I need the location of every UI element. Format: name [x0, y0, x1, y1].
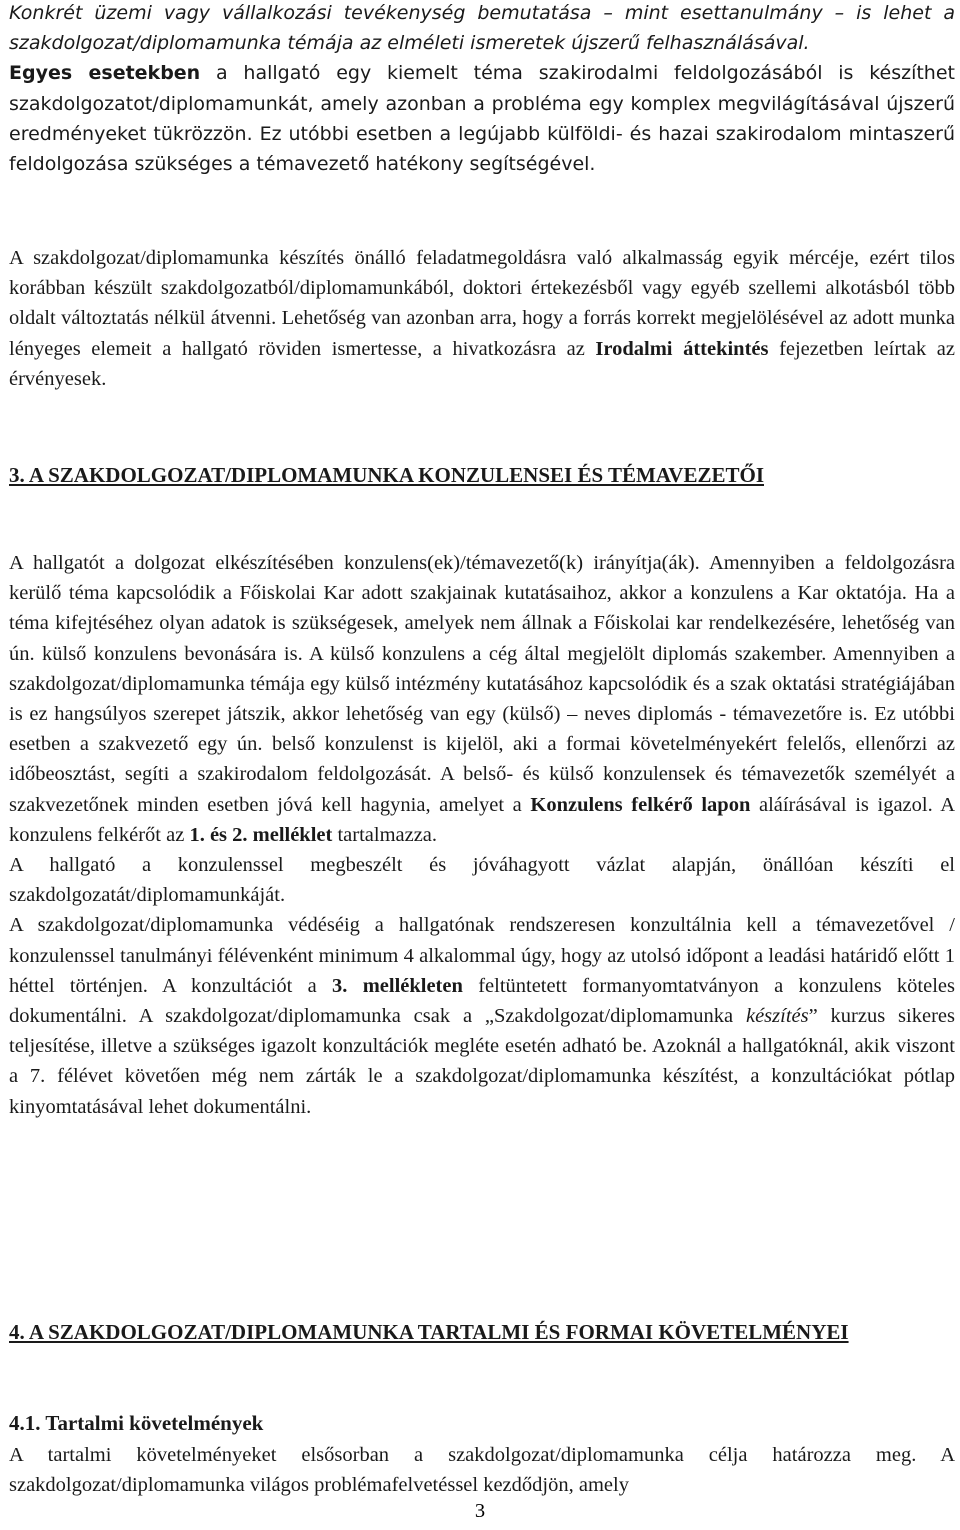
konzulens-felkero-lap-bold: Konzulens felkérő lapon — [530, 793, 751, 816]
section-4-1-paragraph-1: A tartalmi követelményeket elsősorban a szakdolgozat/diplomamunka célja határozza meg. A szakdolgozat/diplomamunka világos problémafelvetéssel kezdődjön, amely — [9, 1444, 955, 1497]
intro-paragraph-3-text-b: fejezetben leírtak az érvényesek. — [9, 337, 955, 390]
section-3-paragraph-3-text-b: feltüntetett formanyomtatványon a konzulens köteles dokumentálni. A szakdolgozat/diplomamunka csak a „Szakdolgozat/diplomamunka — [9, 974, 955, 1028]
intro-paragraph-3 — [9, 243, 955, 394]
melleklet-3-bold: 3. mellékleten — [332, 974, 463, 997]
section-3-paragraph-1-text-b: aláírásával is igazol. A konzulens felkérőt az — [9, 793, 955, 846]
section-3-heading: 3. A SZAKDOLGOZAT/DIPLOMAMUNKA KONZULENSEI ÉS TÉMAVEZETŐI — [9, 463, 764, 487]
intro-text — [9, 0, 955, 179]
intro-paragraph-2 — [9, 58, 955, 179]
section-4-1-body — [9, 1440, 955, 1500]
section-3-paragraph-3-text-c: ” kurzus sikeres teljesítése, illetve a szükséges igazolt konzultációk megléte esetén adható be. Azoknál a hallgatóknál, akik viszont a 7. félévet követően még nem zárták le a szakdolgozat/diplomamunka készítést, a konzultációkat pótlap kinyomtatásával lehet dokumentálni. — [9, 1005, 955, 1118]
section-3-paragraph-2: A hallgató a konzulenssel megbeszélt és jóváhagyott vázlat alapján, önállóan készíti el szakdolgozatát/diplomamunkáját. — [9, 854, 955, 907]
section-3-paragraph-3 — [9, 910, 955, 1121]
intro-paragraph-3-bold: Irodalmi áttekintés — [595, 337, 769, 360]
section-3-paragraph-1-text-a: A hallgatót a dolgozat elkészítésében konzulens(ek)/témavezető(k) irányítja(ák). Amennyiben a feldolgozásra kerülő téma kapcsolódik a Főiskolai Kar adott szakjainak kutatásaihoz, akkor a konzulens a Kar oktatója. Ha a téma kifejtéséhez olyan adatok is szükségesek, amelyek nem állnak a Főiskolai kar rendelkezésére, lehetőség van ún. külső konzulens bevonására is. A külső konzulens a cég által megjelölt diplomás szakember. Amennyiben a szakdolgozat/diplomamunka témája egy külső intézmény kutatásához kapcsolódik és a szak oktatási stratégiájában is ez hangsúlyos szerepet játszik, akkor lehetőség van egy (külső) – neves diplomás - témavezetőre is. Ez utóbbi esetben a szakvezető egy ún. belső konzulenst is kijelöl, aki a formai követelményekért felelős, ellenőrzi az időbeosztást, segíti a szakirodalom feldolgozását. A belső- és külső konzulensek és témavezetők személyét a szakvezetőnek minden esetben jóvá kell hagynia, amelyet a — [9, 552, 955, 816]
section-4-1-heading: 4.1. Tartalmi követelmények — [9, 1411, 264, 1435]
intro-paragraph-2-bold: Egyes esetekben — [9, 62, 201, 85]
melleklet-bold: 1. és 2. melléklet — [189, 823, 333, 846]
section-3-body — [9, 548, 955, 1122]
intro-serif-text — [9, 243, 955, 394]
section-4-heading: 4. A SZAKDOLGOZAT/DIPLOMAMUNKA TARTALMI ÉS FORMAI KÖVETELMÉNYEI — [9, 1320, 849, 1344]
page-number: 3 — [474, 1500, 486, 1522]
section-3-paragraph-3-text-a: A szakdolgozat/diplomamunka védéséig a hallgatónak rendszeresen konzultálnia kell a témavezetővel / konzulenssel tanulmányi félévenként minimum 4 alkalommal úgy, hogy az utolsó időpont a leadási határidő előtt 1 héttel történjen. A konzultációt a — [9, 914, 955, 997]
intro-paragraph-2-text: a hallgató egy kiemelt téma szakirodalmi feldolgozásából is készíthet szakdolgozatot/diplomamunkát, amely azonban a probléma egy komplex megvilágításával újszerű eredményeket tükrözzön. Ez utóbbi esetben a legújabb külföldi- és hazai szakirodalom mintaszerű feldolgozása szükséges a témavezető hatékony segítségével. — [9, 62, 955, 176]
section-3-paragraph-1 — [9, 548, 955, 850]
intro-paragraph-3-text-a: A szakdolgozat/diplomamunka készítés önálló feladatmegoldásra való alkalmasság egyik mércéje, ezért tilos korábban készült szakdolgozatból/diplomamunkából, doktori értekezésből vagy egyéb szellemi alkotásból több oldalt változtatás nélkül átvenni. Lehetőség van azonban arra, hogy a forrás korrekt megjelölésével az adott munka lényeges elemeit a hallgató röviden ismertesse, a hivatkozásra az — [9, 247, 955, 360]
intro-paragraph-1: Konkrét üzemi vagy vállalkozási tevékenység bemutatása – mint esettanulmány – is lehet a szakdolgozat/diplomamunka témája az elméleti ismeretek újszerű felhasználásával. — [9, 2, 955, 55]
keszites-italic: készítés — [745, 1005, 809, 1028]
section-3-paragraph-1-text-c: tartalmazza. — [332, 823, 438, 846]
